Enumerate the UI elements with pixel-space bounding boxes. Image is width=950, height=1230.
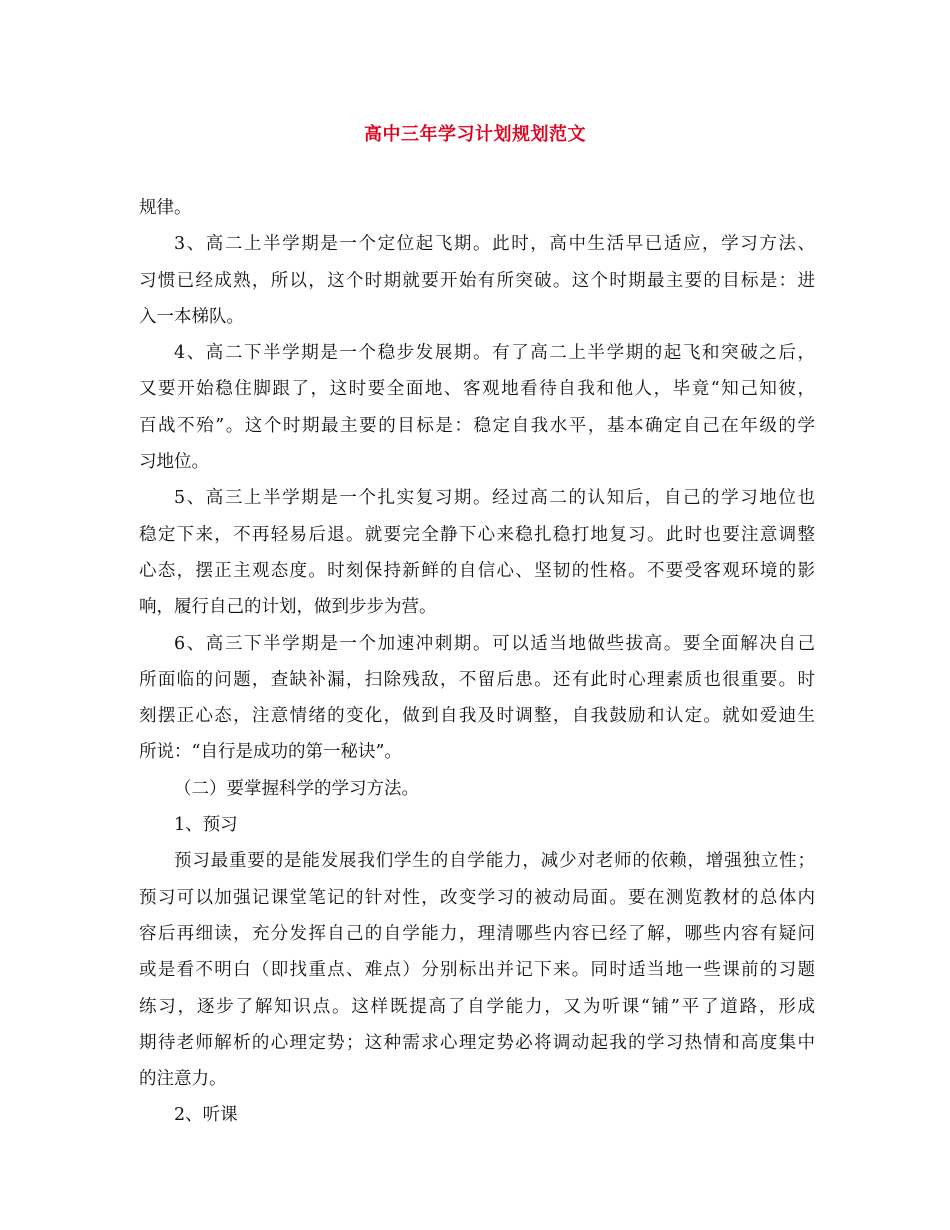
text-line: 预习可以加强记课堂笔记的针对性，改变学习的被动局面。要在测览教材的总体内 [139, 887, 815, 908]
text-line: 所面临的问题，查缺补漏，扫除残敌，不留后患。还有此时心理素质也很重要。时 [139, 669, 815, 690]
text-line: 练习，逐步了解知识点。这样既提高了自学能力，又为听课“铺”平了道路，形成 [139, 996, 815, 1017]
document-title: 高中三年学习计划规划范文 [364, 124, 586, 145]
text-line: 百战不殆”。这个时期最主要的目标是：稳定自我水平，基本确定自己在年级的学 [139, 415, 815, 436]
text-line: 所说：“自行是成功的第一秘诀”。 [139, 742, 402, 763]
text-line: 1、预习 [174, 815, 238, 836]
text-line: 习地位。 [139, 452, 209, 473]
text-line: 5、高三上半学期是一个扎实复习期。经过高二的认知后，自己的学习地位也 [174, 488, 815, 509]
text-line: 预习最重要的是能发展我们学生的自学能力，减少对老师的依赖，增强独立性； [174, 851, 815, 872]
text-line: 规律。 [139, 198, 192, 218]
text-line: 容后再细读，充分发挥自己的自学能力，理清哪些内容已经了解，哪些内容有疑问 [139, 923, 815, 944]
text-line: 3、高二上半学期是一个定位起飞期。此时，高中生活早已适应，学习方法、 [174, 234, 815, 255]
document-body [139, 190, 815, 1134]
text-line: 又要开始稳住脚跟了，这时要全面地、客观地看待自我和他人，毕竟“知己知彼， [139, 379, 815, 400]
text-line: 入一本梯队。 [139, 306, 244, 327]
text-line: 2、听课 [174, 1105, 238, 1126]
text-line: 4、高二下半学期是一个稳步发展期。有了高二上半学期的起飞和突破之后， [174, 343, 815, 364]
text-line: 稳定下来，不再轻易后退。就要完全静下心来稳扎稳打地复习。此时也要注意调整 [139, 524, 815, 545]
text-line: 期待老师解析的心理定势；这种需求心理定势必将调动起我的学习热情和高度集中 [139, 1032, 815, 1053]
text-line: 或是看不明白（即找重点、难点）分别标出并记下来。同时适当地一些课前的习题 [139, 960, 815, 981]
text-line: 的注意力。 [139, 1069, 227, 1090]
text-line: 响，履行自己的计划，做到步步为营。 [139, 597, 437, 618]
text-line: 6、高三下半学期是一个加速冲刺期。可以适当地做些拔高。要全面解决自己 [174, 633, 815, 654]
text-line: 心态，摆正主观态度。时刻保持新鲜的自信心、坚韧的性格。不要受客观环境的影 [139, 560, 815, 581]
text-line: （二）要掌握科学的学习方法。 [174, 778, 419, 799]
text-line: 习惯已经成熟，所以，这个时期就要开始有所突破。这个时期最主要的目标是：进 [139, 270, 815, 291]
text-line: 刻摆正心态，注意情绪的变化，做到自我及时调整，自我鼓励和认定。就如爱迪生 [139, 706, 815, 727]
